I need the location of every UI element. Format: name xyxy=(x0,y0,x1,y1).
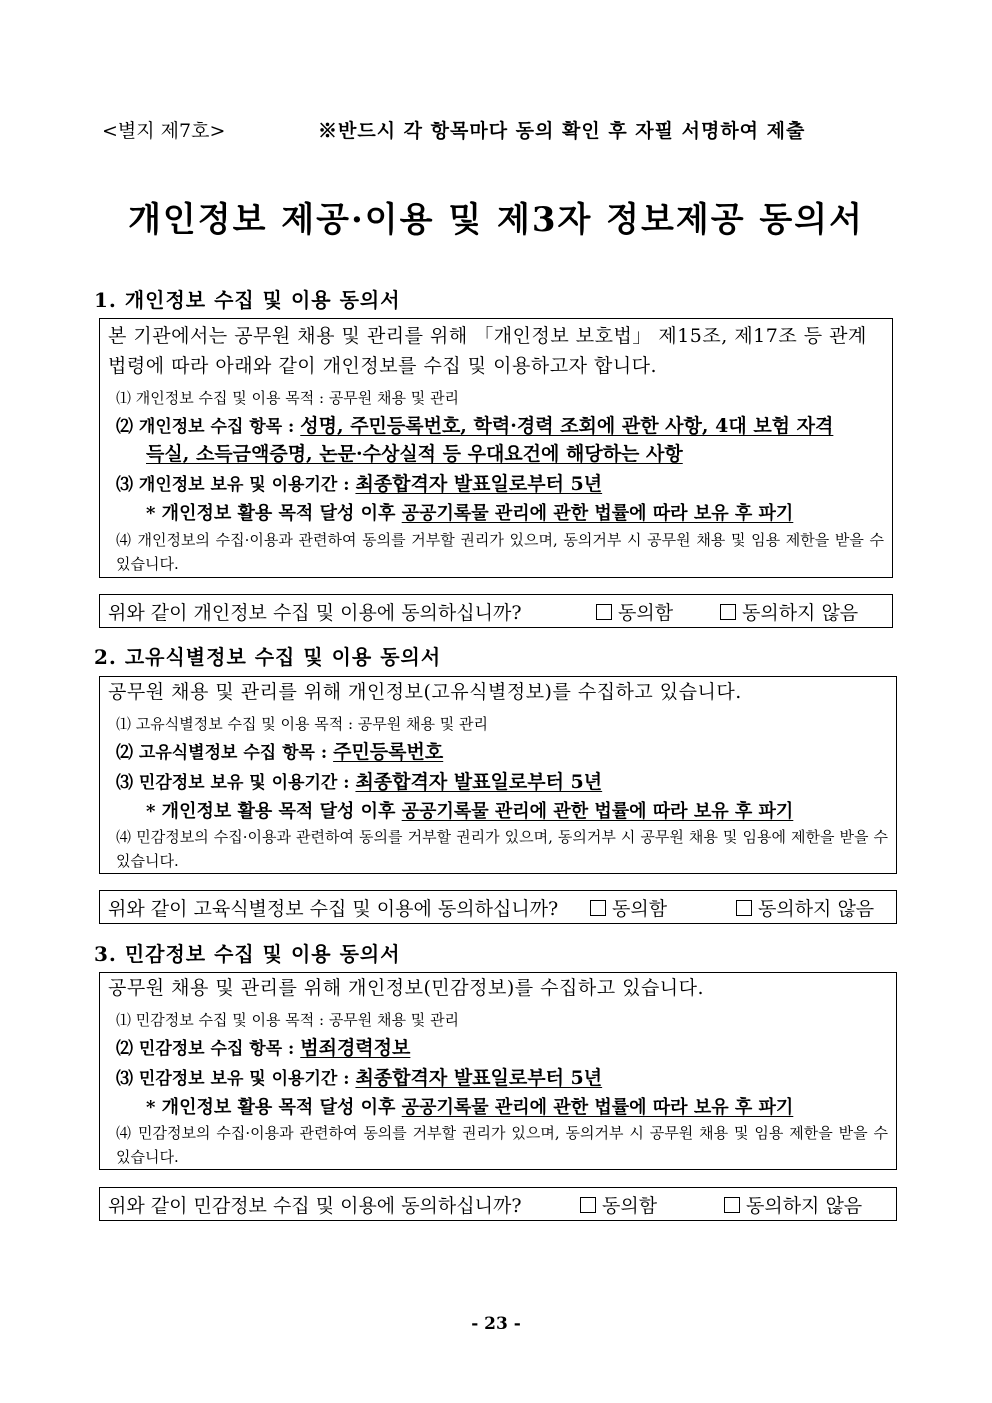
section-1-disagree-checkbox[interactable] xyxy=(720,604,736,620)
section-1-heading: 1. 개인정보 수집 및 이용 동의서 xyxy=(94,288,401,312)
section-2-consent-box xyxy=(99,890,897,924)
section-1-disagree-label: 동의하지 않음 xyxy=(742,602,859,624)
section-2-intro: 공무원 채용 및 관리를 위해 개인정보(고유식별정보)를 수집하고 있습니다. xyxy=(108,681,742,703)
section-3-note-value: 공공기록물 관리에 관한 법률에 따라 보유 후 파기 xyxy=(401,1097,794,1118)
section-1-intro: 본 기관에서는 공무원 채용 및 관리를 위해 「개인정보 보호법」 제15조, 제17조 등 관계 법령에 따라 아래와 같이 개인정보를 수집 및 이용하고자 합니다. xyxy=(108,325,867,377)
section-1-item-fields-label: ⑵ 개인정보 수집 항목 : xyxy=(116,417,301,437)
section-1-agree-option[interactable] xyxy=(596,598,673,625)
section-3-agree-label: 동의함 xyxy=(602,1195,658,1217)
section-2-item-purpose: ⑴ 고유식별정보 수집 및 이용 목적 : 공무원 채용 및 관리 xyxy=(116,715,489,733)
section-3-disagree-option[interactable] xyxy=(724,1191,862,1218)
section-2-note xyxy=(146,797,793,823)
section-1-item-period-label: ⑶ 개인정보 보유 및 이용기간 : xyxy=(116,475,356,495)
annex-label: <별지 제7호> xyxy=(102,120,226,142)
section-2-item-period-label: ⑶ 민감정보 보유 및 이용기간 : xyxy=(116,773,356,793)
section-1-item-fields-value-1: 성명, 주민등록번호, 학력·경력 조회에 관한 사항, 4대 보험 자격 xyxy=(300,415,834,437)
section-3-agree-option[interactable] xyxy=(580,1191,657,1218)
section-3-disagree-label: 동의하지 않음 xyxy=(746,1195,863,1217)
section-1-item-fields-value-2: 득실, 소득금액증명, 논문·수상실적 등 우대요건에 해당하는 사항 xyxy=(146,443,683,465)
section-2-heading: 2. 고유식별정보 수집 및 이용 동의서 xyxy=(94,645,442,669)
section-3-note xyxy=(146,1093,793,1119)
section-3-heading: 3. 민감정보 수집 및 이용 동의서 xyxy=(94,942,401,966)
section-1-item-period xyxy=(116,469,884,496)
section-2-question: 위와 같이 고육식별정보 수집 및 이용에 동의하십니까? xyxy=(108,898,559,920)
section-1-disagree-option[interactable] xyxy=(720,598,858,625)
section-1-item-fields xyxy=(116,411,884,438)
section-2-item-period xyxy=(116,767,888,794)
section-2-agree-option[interactable] xyxy=(590,894,667,921)
submission-notice: ※반드시 각 항목마다 동의 확인 후 자필 서명하여 제출 xyxy=(318,120,806,142)
section-2-item-fields-value: 주민등록번호 xyxy=(333,741,444,763)
section-1-item-refusal: ⑷ 개인정보의 수집·이용과 관련하여 동의를 거부할 권리가 있으며, 동의거부 시 공무원 채용 및 임용 제한을 받을 수 있습니다. xyxy=(116,531,884,573)
section-2-note-value: 공공기록물 관리에 관한 법률에 따라 보유 후 파기 xyxy=(401,801,794,822)
section-1-agree-label: 동의함 xyxy=(618,602,674,624)
section-1-agree-checkbox[interactable] xyxy=(596,604,612,620)
section-2-item-fields xyxy=(116,737,888,764)
section-2-agree-label: 동의함 xyxy=(612,898,668,920)
section-3-item-period-label: ⑶ 민감정보 보유 및 이용기간 : xyxy=(116,1069,356,1089)
section-3-consent-box xyxy=(99,1187,897,1221)
section-3-item-purpose: ⑴ 민감정보 수집 및 이용 목적 : 공무원 채용 및 관리 xyxy=(116,1011,460,1029)
section-3-intro: 공무원 채용 및 관리를 위해 개인정보(민감정보)를 수집하고 있습니다. xyxy=(108,977,705,999)
section-3-agree-checkbox[interactable] xyxy=(580,1197,596,1213)
section-2-item-refusal: ⑷ 민감정보의 수집·이용과 관련하여 동의를 거부할 권리가 있으며, 동의거부 시 공무원 채용 및 임용에 제한을 받을 수 있습니다. xyxy=(116,828,888,870)
document-title: 개인정보 제공·이용 및 제3자 정보제공 동의서 xyxy=(128,200,864,240)
section-3-box xyxy=(99,972,897,1170)
section-1-item-period-value: 최종합격자 발표일로부터 5년 xyxy=(355,473,603,495)
section-1-box xyxy=(99,318,893,578)
section-3-item-fields xyxy=(116,1033,888,1060)
section-1-question: 위와 같이 개인정보 수집 및 이용에 동의하십니까? xyxy=(108,602,522,624)
section-2-item-fields-label: ⑵ 고유식별정보 수집 항목 : xyxy=(116,743,334,763)
section-2-agree-checkbox[interactable] xyxy=(590,900,606,916)
section-3-disagree-checkbox[interactable] xyxy=(724,1197,740,1213)
section-1-note xyxy=(146,499,793,525)
section-2-box xyxy=(99,676,897,874)
section-3-item-refusal: ⑷ 민감정보의 수집·이용과 관련하여 동의를 거부할 권리가 있으며, 동의거부 시 공무원 채용 및 임용 제한을 받을 수 있습니다. xyxy=(116,1124,888,1166)
section-2-note-prefix: * 개인정보 활용 목적 달성 이후 xyxy=(146,801,402,822)
section-3-question: 위와 같이 민감정보 수집 및 이용에 동의하십니까? xyxy=(108,1195,522,1217)
section-1-note-prefix: * 개인정보 활용 목적 달성 이후 xyxy=(146,503,402,524)
section-1-item-fields-cont xyxy=(146,439,884,466)
section-3-note-prefix: * 개인정보 활용 목적 달성 이후 xyxy=(146,1097,402,1118)
section-2-disagree-checkbox[interactable] xyxy=(736,900,752,916)
section-2-disagree-option[interactable] xyxy=(736,894,874,921)
section-3-item-period-value: 최종합격자 발표일로부터 5년 xyxy=(355,1067,603,1089)
section-3-item-fields-value: 범죄경력정보 xyxy=(300,1037,411,1059)
section-3-item-period xyxy=(116,1063,888,1090)
section-2-item-period-value: 최종합격자 발표일로부터 5년 xyxy=(355,771,603,793)
page-number: - 23 - xyxy=(471,1314,521,1334)
section-3-item-fields-label: ⑵ 민감정보 수집 항목 : xyxy=(116,1039,301,1059)
section-2-disagree-label: 동의하지 않음 xyxy=(758,898,875,920)
section-1-note-value: 공공기록물 관리에 관한 법률에 따라 보유 후 파기 xyxy=(401,503,794,524)
section-1-consent-box xyxy=(99,594,893,628)
section-1-item-purpose: ⑴ 개인정보 수집 및 이용 목적 : 공무원 채용 및 관리 xyxy=(116,389,460,407)
